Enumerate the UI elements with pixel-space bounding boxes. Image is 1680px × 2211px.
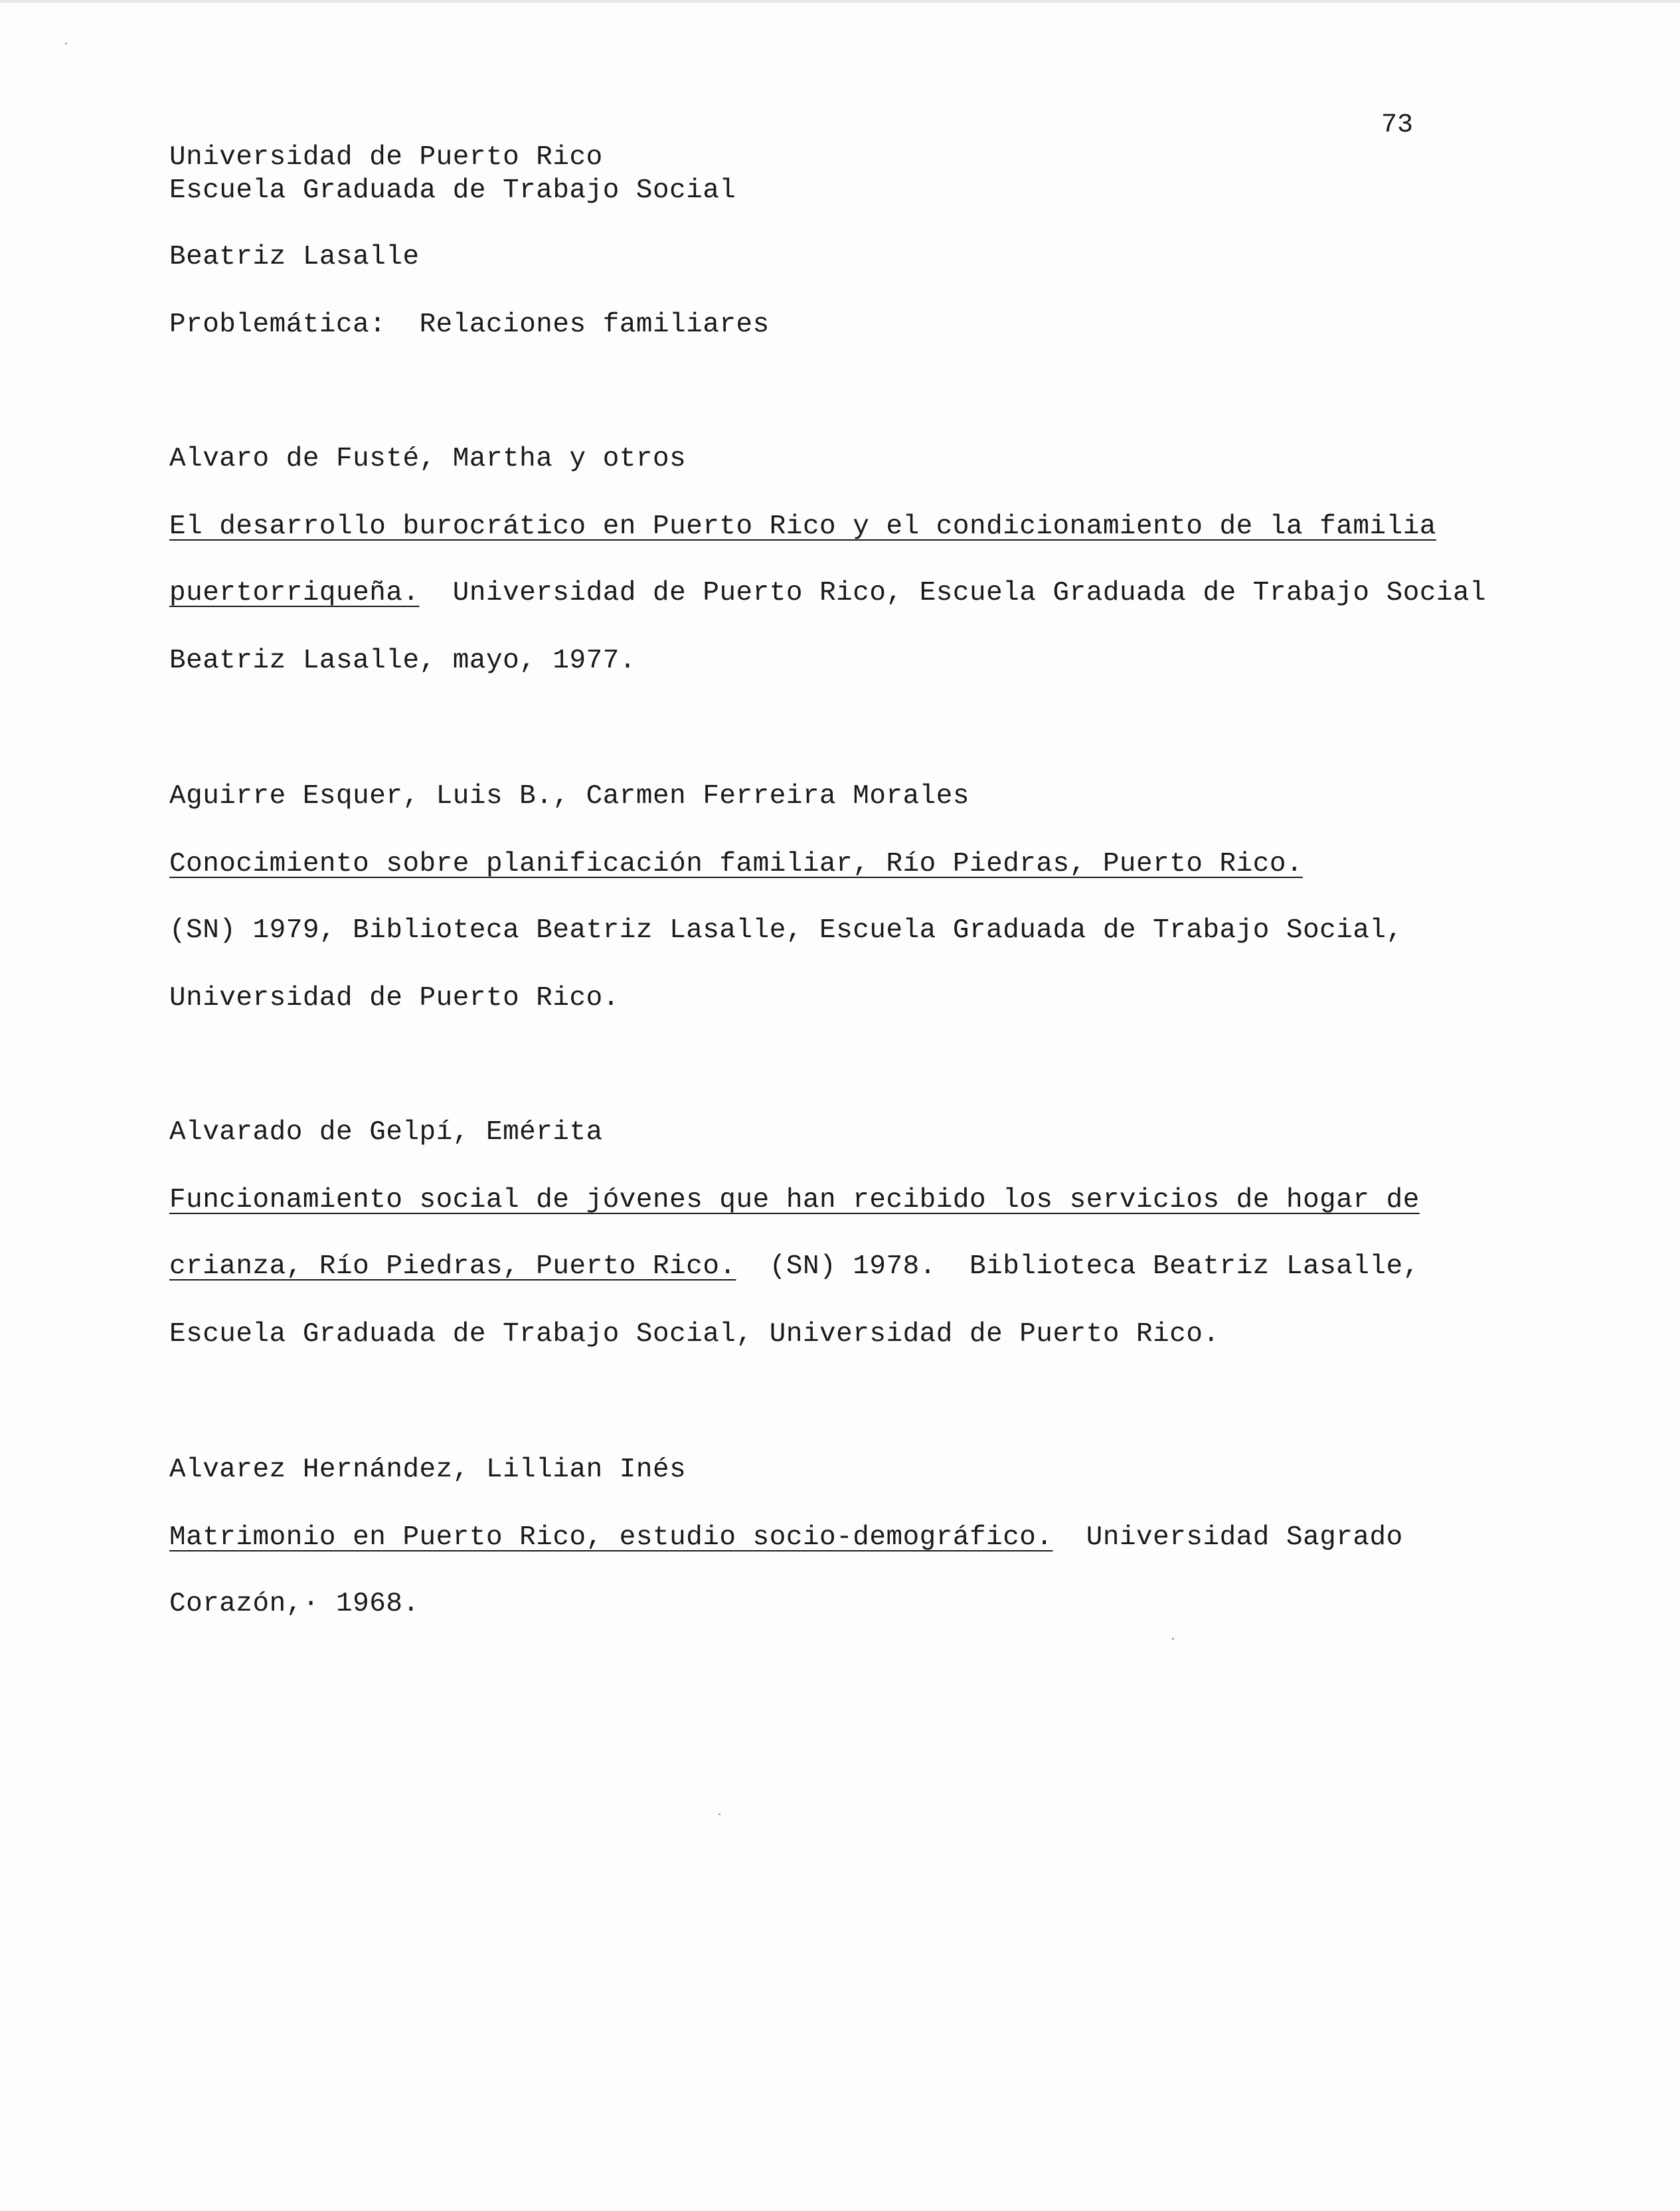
entry-1-title-line2 xyxy=(169,576,1486,610)
problematica-label: Problemática: xyxy=(169,310,386,340)
page-number: 73 xyxy=(1381,110,1414,140)
problematica-value: Relaciones familiares xyxy=(419,310,770,340)
scan-speck xyxy=(1172,1638,1174,1640)
entry-3-title-part1: Funcionamiento social de jóvenes que han recibido los servicios de hogar de xyxy=(169,1185,1420,1215)
entry-1-title-line1 xyxy=(169,510,1436,543)
entry-3-publisher: (SN) 1978. Biblioteca Beatriz Lasalle, xyxy=(769,1251,1420,1282)
entry-3-source: Escuela Graduada de Trabajo Social, Universidad de Puerto Rico. xyxy=(169,1319,1220,1350)
entry-3-title-part2: crianza, Río Piedras, Puerto Rico. xyxy=(169,1251,736,1282)
entry-4-source: Corazón,· 1968. xyxy=(169,1589,420,1619)
entry-1-author: Alvaro de Fusté, Martha y otros xyxy=(169,444,687,474)
header-school: Escuela Graduada de Trabajo Social xyxy=(169,175,736,206)
header-university: Universidad de Puerto Rico xyxy=(169,142,603,173)
scan-speck xyxy=(65,43,67,44)
entry-3-title-line2 xyxy=(169,1250,1420,1283)
entry-2-author: Aguirre Esquer, Luis B., Carmen Ferreira Morales xyxy=(169,781,969,812)
entry-3-author: Alvarado de Gelpí, Emérita xyxy=(169,1117,603,1148)
header-library: Beatriz Lasalle xyxy=(169,242,420,272)
entry-2-title-line xyxy=(169,847,1303,881)
entry-4-title-line xyxy=(169,1521,1403,1554)
entry-4-publisher: Universidad Sagrado xyxy=(1086,1522,1403,1553)
scan-speck xyxy=(718,1813,720,1815)
entry-1-title-part1: El desarrollo burocrático en Puerto Rico y el condicionamiento de la familia xyxy=(169,511,1436,542)
entry-2-publisher: (SN) 1979, Biblioteca Beatriz Lasalle, Escuela Graduada de Trabajo Social, xyxy=(169,915,1403,946)
entry-3-title-line1 xyxy=(169,1184,1420,1217)
entry-1-source: Beatriz Lasalle, mayo, 1977. xyxy=(169,646,636,676)
entry-2-source: Universidad de Puerto Rico. xyxy=(169,983,620,1014)
entry-4-author: Alvarez Hernández, Lillian Inés xyxy=(169,1455,687,1485)
scan-edge xyxy=(0,0,1680,3)
entry-4-title: Matrimonio en Puerto Rico, estudio socio-demográfico. xyxy=(169,1522,1053,1553)
header-problematica xyxy=(169,308,770,341)
entry-1-publisher: Universidad de Puerto Rico, Escuela Graduada de Trabajo Social xyxy=(452,578,1487,608)
entry-2-title: Conocimiento sobre planificación familiar, Río Piedras, Puerto Rico. xyxy=(169,849,1303,879)
entry-1-title-part2: puertorriqueña. xyxy=(169,578,420,608)
